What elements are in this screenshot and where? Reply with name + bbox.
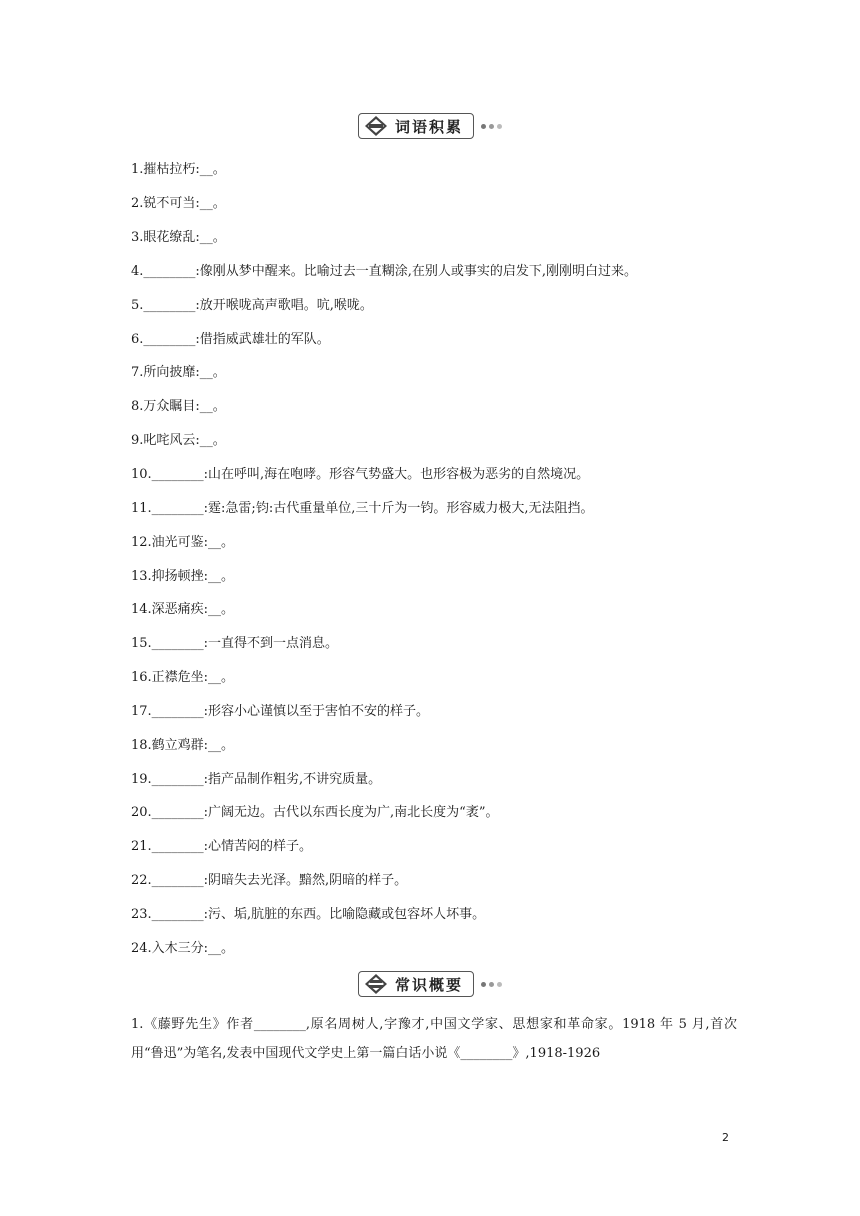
section-one-icon xyxy=(363,115,389,137)
list-item: 7.所向披靡:__。 xyxy=(131,365,226,380)
list-item: 6.________:借指威武雄壮的军队。 xyxy=(131,332,330,347)
list-item: 16.正襟危坐:__。 xyxy=(131,670,235,685)
list-item: 10.________:山在呼叫,海在咆哮。形容气势盛大。也形容极为恶劣的自然境况。 xyxy=(131,467,590,482)
section-badge xyxy=(358,971,502,997)
decorative-dots xyxy=(478,124,502,129)
list-item: 11.________:霆:急雷;钧:古代重量单位,三十斤为一钧。形容威力极大,无法阻挡。 xyxy=(131,501,594,516)
section-badge-box xyxy=(358,971,474,997)
list-item: 5.________:放开喉咙高声歌唱。吭,喉咙。 xyxy=(131,298,373,313)
list-item: 13.抑扬顿挫:__。 xyxy=(131,569,235,584)
section-title: 常识概要 xyxy=(394,975,464,994)
list-item: 17.________:形容小心谨慎以至于害怕不安的样子。 xyxy=(131,704,430,719)
list-item: 12.油光可鉴:__。 xyxy=(131,535,235,550)
section-badge xyxy=(358,113,502,139)
section-two-icon xyxy=(363,973,389,995)
list-item: 20.________:广阔无边。古代以东西长度为广,南北长度为“袤”。 xyxy=(131,805,499,820)
section-header-vocabulary xyxy=(0,113,860,143)
list-item: 18.鹤立鸡群:__。 xyxy=(131,738,235,753)
list-item: 2.锐不可当:__。 xyxy=(131,196,226,211)
list-item: 1.摧枯拉朽:__。 xyxy=(131,162,226,177)
list-item: 24.入木三分:__。 xyxy=(131,941,235,956)
list-item: 19.________:指产品制作粗劣,不讲究质量。 xyxy=(131,772,382,787)
list-item: 15.________:一直得不到一点消息。 xyxy=(131,636,339,651)
list-item: 8.万众瞩目:__。 xyxy=(131,399,226,414)
knowledge-paragraph: 1.《藤野先生》作者________,原名周树人,字豫才,中国文学家、思想家和革命家。1918 年 5 月,首次用“鲁迅”为笔名,发表中国现代文学史上第一篇白话小说《________》,1918-1926 xyxy=(131,1017,737,1061)
list-item: 9.叱咤风云:__。 xyxy=(131,433,226,448)
page-number: 2 xyxy=(722,1131,729,1144)
section-badge-box xyxy=(358,113,474,139)
list-item: 23.________:污、垢,肮脏的东西。比喻隐藏或包容坏人坏事。 xyxy=(131,907,486,922)
list-item: 3.眼花缭乱:__。 xyxy=(131,230,226,245)
section-title: 词语积累 xyxy=(394,117,464,136)
decorative-dots xyxy=(478,982,502,987)
list-item: 14.深恶痛疾:__。 xyxy=(131,602,235,617)
section-header-knowledge xyxy=(0,971,860,1001)
list-item: 22.________:阴暗失去光泽。黯然,阴暗的样子。 xyxy=(131,873,408,888)
list-item: 21.________:心情苦闷的样子。 xyxy=(131,839,313,854)
list-item: 4.________:像刚从梦中醒来。比喻过去一直糊涂,在别人或事实的启发下,刚刚明白过来。 xyxy=(131,264,638,279)
